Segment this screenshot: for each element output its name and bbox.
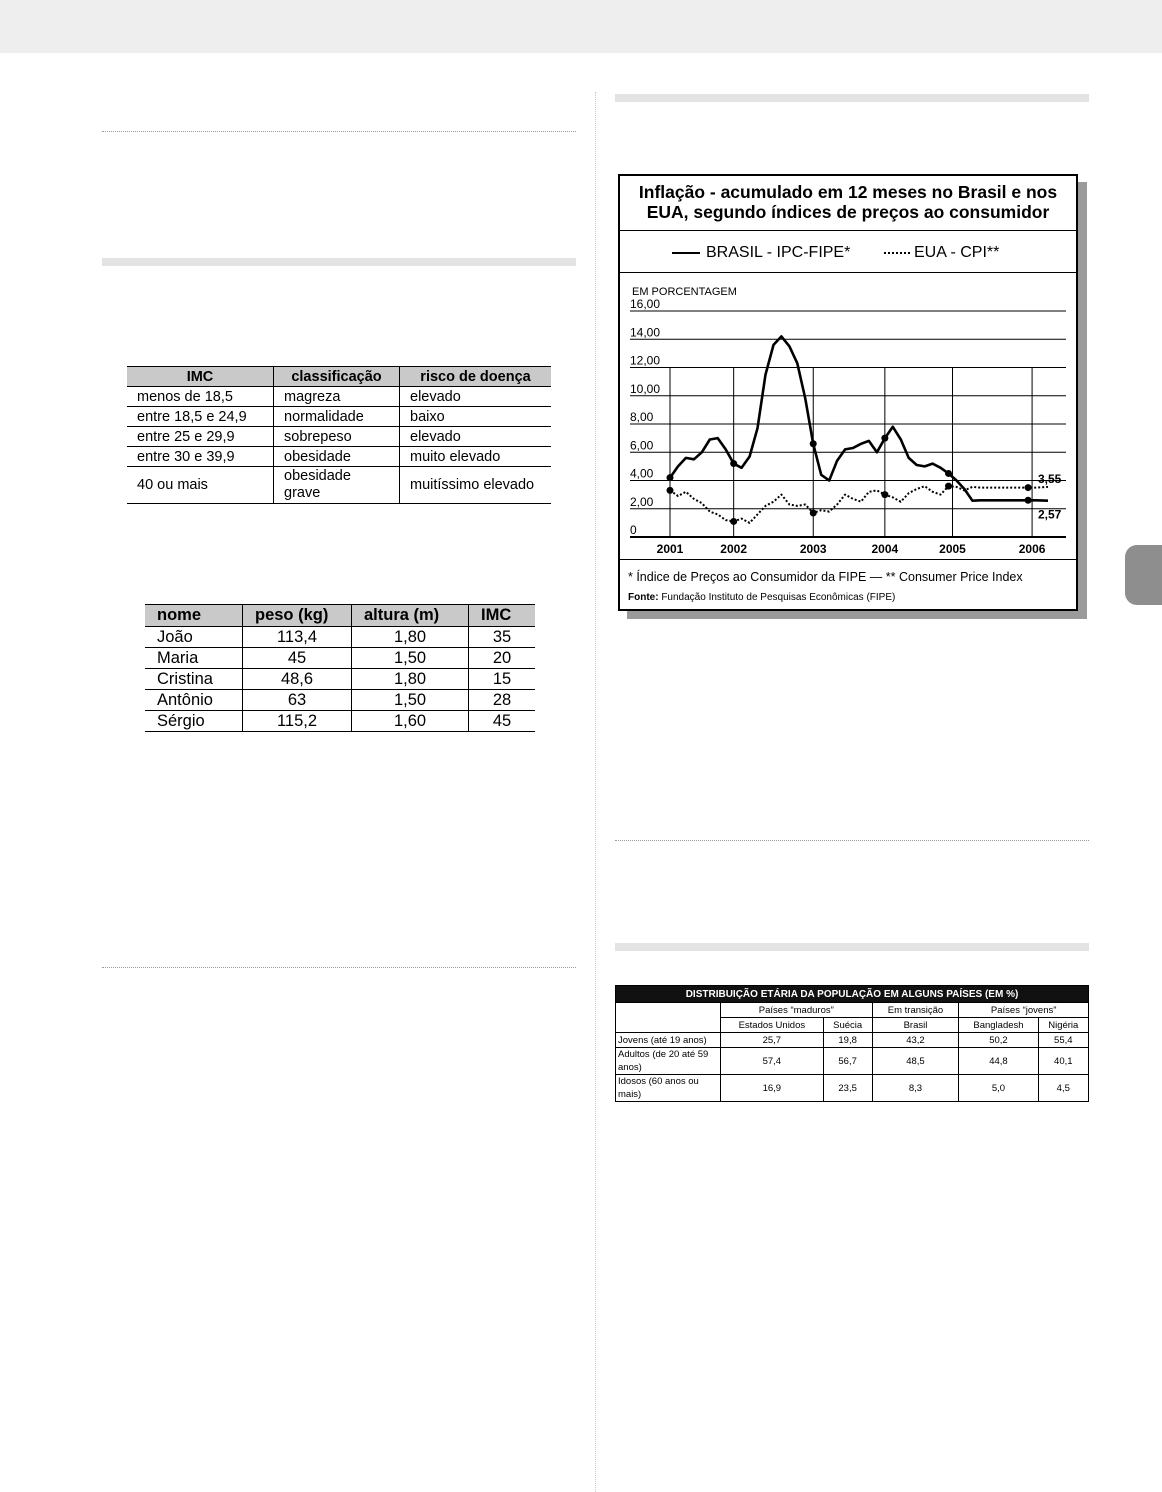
series-line-brasil: [670, 336, 1048, 500]
table-cell: 19,8: [823, 1033, 872, 1048]
table-cell: menos de 18,5: [127, 387, 274, 407]
table-cell: 43,2: [872, 1033, 959, 1048]
table-cell: baixo: [400, 407, 552, 427]
x-tick-label: 2004: [871, 542, 899, 556]
people-header: IMC: [469, 605, 536, 627]
dist-group-cell: Em transição: [872, 1003, 959, 1018]
people-header-row: [145, 605, 535, 627]
table-cell: 16,9: [721, 1075, 824, 1102]
y-tick-label: 8,00: [630, 410, 654, 424]
table-cell: 55,4: [1038, 1033, 1088, 1048]
top-header-bar: [0, 0, 1162, 53]
dist-title: DISTRIBUIÇÃO ETÁRIA DA POPULAÇÃO EM ALGUNS PAÍSES (EM %): [616, 986, 1089, 1003]
table-row: [127, 407, 551, 427]
table-cell: magreza: [274, 387, 400, 407]
grey-bar-left: [102, 258, 576, 266]
marker-eua: [1025, 484, 1032, 491]
table-cell: 50,2: [959, 1033, 1038, 1048]
x-tick-label: 2005: [939, 542, 966, 556]
chart-title-line1: Inflação - acumulado em 12 meses no Brasil e nos: [638, 182, 1058, 202]
table-cell: João: [145, 627, 243, 648]
table-cell: 57,4: [721, 1048, 824, 1075]
table-cell: elevado: [400, 427, 552, 447]
table-cell: 5,0: [959, 1075, 1038, 1102]
chart-title: [620, 182, 1076, 222]
series-line-eua: [670, 486, 1048, 523]
dist-group-row: [616, 1003, 1089, 1018]
table-row: [616, 1033, 1089, 1048]
imc-table: [127, 366, 551, 504]
legend-eua-label: EUA - CPI**: [914, 244, 1000, 261]
marker-brasil: [810, 440, 817, 447]
dist-row-label: Adultos (de 20 até 59 anos): [616, 1048, 721, 1075]
y-unit-label: EM PORCENTAGEM: [632, 286, 737, 298]
table-cell: 1,50: [352, 648, 469, 669]
people-header: peso (kg): [243, 605, 352, 627]
dist-group-cell: Países “jovens”: [959, 1003, 1089, 1018]
y-tick-label: 6,00: [630, 438, 654, 453]
marker-eua: [730, 518, 737, 525]
imc-header-row: [127, 367, 551, 387]
marker-eua: [881, 491, 888, 498]
table-row: [616, 1075, 1089, 1102]
side-tab[interactable]: [1125, 545, 1162, 605]
dotted-line-swatch: [884, 252, 910, 254]
legend-brasil-label: BRASIL - IPC-FIPE*: [706, 244, 851, 261]
dist-country-cell: Estados Unidos: [721, 1018, 824, 1033]
table-row: [145, 648, 535, 669]
chart-footnote: * Índice de Preços ao Consumidor da FIPE — ** Consumer Price Index: [628, 570, 1023, 584]
x-tick-label: 2002: [720, 542, 748, 556]
y-tick-label: 4,00: [630, 466, 654, 481]
table-cell: 45: [243, 648, 352, 669]
marker-brasil: [667, 474, 674, 481]
marker-brasil: [945, 470, 952, 477]
table-cell: Sérgio: [145, 711, 243, 732]
column-divider: [595, 92, 596, 1492]
imc-header: classificação: [274, 367, 400, 387]
inflation-chart: [618, 174, 1078, 611]
legend-eua: [884, 244, 999, 262]
table-cell: 48,6: [243, 669, 352, 690]
table-cell: 8,3: [872, 1075, 959, 1102]
dotted-rule-left-1: [102, 131, 576, 132]
x-tick-label: 2006: [1018, 542, 1046, 556]
dist-row-label: Jovens (até 19 anos): [616, 1033, 721, 1048]
chart-title-line2: EUA, segundo índices de preços ao consumidor: [646, 202, 1050, 222]
dotted-rule-right: [615, 840, 1089, 841]
chart-plot: [620, 273, 1076, 563]
table-row: [127, 467, 551, 504]
table-row: [145, 669, 535, 690]
marker-brasil: [1025, 497, 1032, 504]
table-cell: 1,80: [352, 669, 469, 690]
table-cell: 23,5: [823, 1075, 872, 1102]
chart-frame: [618, 174, 1078, 611]
table-cell: 15: [469, 669, 536, 690]
table-cell: Antônio: [145, 690, 243, 711]
dist-empty-cell: [616, 1003, 721, 1033]
table-row: [145, 690, 535, 711]
dotted-rule-left-2: [102, 967, 576, 968]
chart-source-label: Fonte:: [628, 592, 659, 603]
y-tick-label: 2,00: [630, 494, 654, 509]
table-cell: 35: [469, 627, 536, 648]
people-header: nome: [145, 605, 243, 627]
table-cell: 56,7: [823, 1048, 872, 1075]
table-cell: 44,8: [959, 1048, 1038, 1075]
table-row: [127, 387, 551, 407]
y-tick-label: 10,00: [630, 381, 661, 396]
table-cell: 40,1: [1038, 1048, 1088, 1075]
y-tick-label: 14,00: [630, 325, 661, 340]
age-distribution-table: [615, 985, 1089, 1102]
table-cell: entre 30 e 39,9: [127, 447, 274, 467]
chart-separator: [620, 559, 1076, 560]
table-cell: 113,4: [243, 627, 352, 648]
solid-line-swatch: [672, 252, 700, 254]
table-cell: entre 25 e 29,9: [127, 427, 274, 447]
dist-country-cell: Bangladesh: [959, 1018, 1038, 1033]
table-cell: 1,80: [352, 627, 469, 648]
table-cell: sobrepeso: [274, 427, 400, 447]
chart-separator: [620, 230, 1076, 231]
table-cell: muito elevado: [400, 447, 552, 467]
chart-source: [628, 592, 895, 603]
people-table: [145, 604, 535, 732]
table-cell: obesidade grave: [274, 467, 400, 504]
marker-brasil: [881, 435, 888, 442]
table-row: [145, 711, 535, 732]
table-cell: muitíssimo elevado: [400, 467, 552, 504]
table-cell: 28: [469, 690, 536, 711]
dist-row-label: Idosos (60 anos ou mais): [616, 1075, 721, 1102]
x-tick-label: 2001: [656, 542, 684, 556]
table-cell: 48,5: [872, 1048, 959, 1075]
table-cell: 63: [243, 690, 352, 711]
end-label-brasil: 2,57: [1038, 507, 1062, 522]
dist-country-cell: Brasil: [872, 1018, 959, 1033]
table-cell: 40 ou mais: [127, 467, 274, 504]
table-cell: 20: [469, 648, 536, 669]
table-cell: 4,5: [1038, 1075, 1088, 1102]
chart-source-text: Fundação Instituto de Pesquisas Econômicas (FIPE): [661, 592, 896, 603]
legend-brasil: [672, 244, 850, 262]
table-cell: obesidade: [274, 447, 400, 467]
table-cell: entre 18,5 e 24,9: [127, 407, 274, 427]
imc-header: risco de doença: [400, 367, 552, 387]
table-cell: Maria: [145, 648, 243, 669]
table-cell: 25,7: [721, 1033, 824, 1048]
table-row: [127, 427, 551, 447]
marker-eua: [810, 509, 817, 516]
marker-eua: [945, 483, 952, 490]
dist-country-cell: Suécia: [823, 1018, 872, 1033]
marker-eua: [667, 487, 674, 494]
table-cell: 45: [469, 711, 536, 732]
end-label-eua: 3,55: [1038, 471, 1062, 486]
dist-country-cell: Nigéria: [1038, 1018, 1088, 1033]
table-cell: normalidade: [274, 407, 400, 427]
table-cell: 115,2: [243, 711, 352, 732]
table-cell: 1,60: [352, 711, 469, 732]
y-tick-label: 12,00: [630, 353, 661, 368]
table-row: [616, 1048, 1089, 1075]
dist-group-cell: Países “maduros”: [721, 1003, 873, 1018]
table-cell: Cristina: [145, 669, 243, 690]
table-row: [127, 447, 551, 467]
table-cell: 1,50: [352, 690, 469, 711]
imc-header: IMC: [127, 367, 274, 387]
y-tick-label: 16,00: [630, 297, 661, 311]
table-row: [145, 627, 535, 648]
dist-title-row: [616, 986, 1089, 1003]
grey-bar-right-1: [615, 94, 1089, 102]
y-tick-label: 0: [630, 523, 637, 537]
x-tick-label: 2003: [799, 542, 827, 556]
people-header: altura (m): [352, 605, 469, 627]
marker-brasil: [730, 460, 737, 467]
table-cell: elevado: [400, 387, 552, 407]
grey-bar-right-2: [615, 943, 1089, 951]
